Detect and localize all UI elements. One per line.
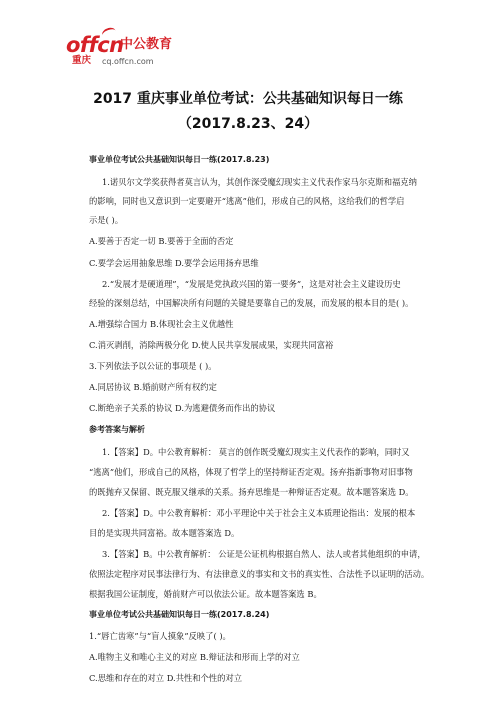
question-2-options-cd: C.消灭剥削，消除两极分化 D.使人民共享发展成果，实现共同富裕 [89, 340, 334, 350]
answer-3-line-1: 3.【答案】B。中公教育解析： 公证是公证机构根据自然人、法人或者其他组织的申请， [102, 549, 426, 559]
answer-3-line-3: 根据我国公证制度，婚前财产可以依法公证。故本题答案选 B。 [89, 589, 322, 599]
answer-1-line-2: “逃离”他们，形成自己的风格，体现了哲学上的坚持辩证否定观。扬弃指新事物对旧事物 [89, 467, 413, 477]
offcn-logo [66, 34, 196, 68]
answer-1-line-3: 的既抛弃又保留、既克服又继承的关系。扬弃思维是一种辩证否定观。故本题答案选 D。 [89, 487, 414, 497]
question-3-stem: 3.下列依法予以公证的事项是 ( )。 [89, 361, 217, 371]
logo-name: 中公教育 [120, 37, 173, 52]
question-2-line-1: 2.“发展才是硬道理”，“发展是党执政兴国的第一要务”，这是对社会主义建设历史 [102, 279, 401, 289]
question-2-options-ab: A.增强综合国力 B.体现社会主义优越性 [89, 319, 234, 329]
question-3-options-ab: A.同居协议 B.婚前财产所有权约定 [89, 382, 217, 392]
question-1-line-2: 的影响，同时也又意识到一定要避开“逃离”他们，形成自己的风格，这给我们的哲学启 [89, 196, 405, 206]
question-4-options-ab: A.唯物主义和唯心主义的对应 B.辩证法和形而上学的对立 [89, 652, 300, 662]
question-1-options-ab: A.要善于否定一切 B.要善于全面的否定 [89, 236, 234, 246]
answer-3-line-2: 依照法定程序对民事法律行为、有法律意义的事实和文书的真实性、合法性予以证明的活动。 [89, 569, 430, 579]
answers-heading: 参考答案与解析 [89, 425, 145, 434]
question-1-line-1: 1.诺贝尔文学奖获得者莫言认为，其创作深受魔幻现实主义代表作家马尔克斯和福克纳 [102, 177, 417, 187]
section-heading-0824: 事业单位考试公共基础知识每日一练(2017.8.24) [89, 610, 270, 619]
question-1-options-cd: C.要学会运用抽象思维 D.要学会运用扬弃思维 [89, 258, 259, 268]
answer-1-line-1: 1.【答案】D。中公教育解析： 莫言的创作既受魔幻现实主义代表作的影响，同时又 [102, 447, 410, 457]
question-2-line-2: 经验的深刻总结，中国解决所有问题的关键是要靠自己的发展，而发展的根本目的是( )。 [89, 298, 414, 308]
page-subtitle-date: （2017.8.23、24） [177, 116, 319, 132]
answer-2-line-2: 目的是实现共同富裕。故本题答案选 D。 [89, 528, 240, 538]
page-title: 2017 重庆事业单位考试：公共基础知识每日一练 [93, 91, 403, 107]
logo-url: cq.offcn.com [102, 57, 154, 66]
answer-2-line-1: 2.【答案】D。中公教育解析：邓小平理论中关于社会主义本质理论指出：发展的根本 [102, 508, 416, 518]
question-1-line-3: 示是( )。 [89, 215, 124, 225]
question-3-options-cd: C.断绝亲子关系的协议 D.为逃避债务而作出的协议 [89, 403, 276, 413]
logo-brand: offcn [66, 33, 124, 57]
logo-city: 重庆 [72, 55, 92, 66]
question-4-options-cd: C.思维和存在的对立 D.共性和个性的对立 [89, 673, 243, 683]
section-heading-0823: 事业单位考试公共基础知识每日一练(2017.8.23) [89, 155, 270, 164]
question-4-stem: 1.“唇亡齿寒”与“盲人摸象”反映了( )。 [89, 631, 231, 641]
